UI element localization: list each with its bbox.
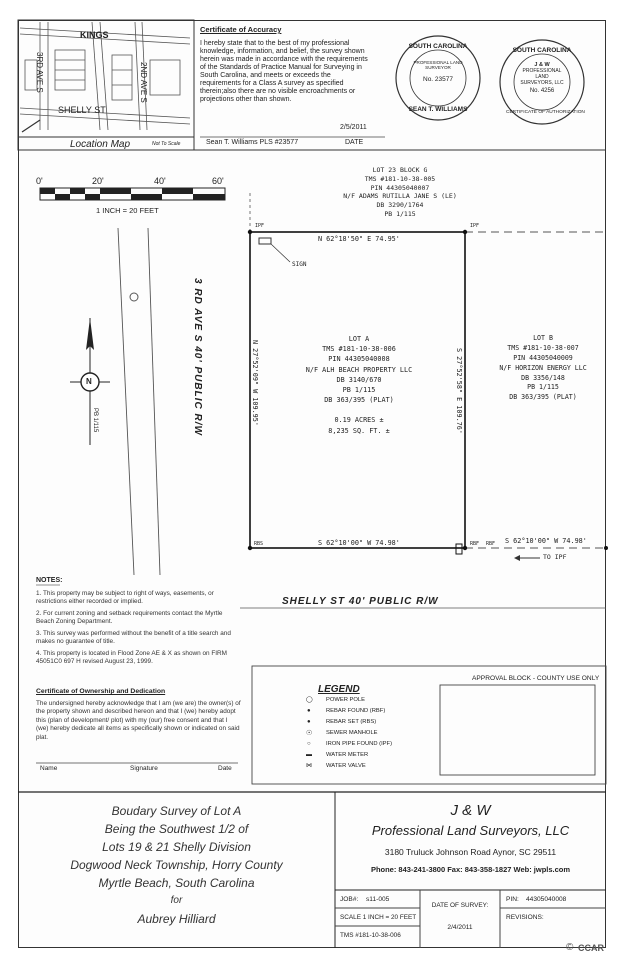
map-street-shelly: SHELLY ST	[58, 105, 106, 115]
survey-date-value: 2/4/2011	[447, 924, 473, 931]
scale-tick-0: 0'	[36, 176, 43, 186]
scale-tick-40: 40'	[154, 176, 166, 186]
ownership-title: Certificate of Ownership and Dedication	[36, 688, 166, 695]
bearing-west: N 27°52'09" W 109.95'	[251, 340, 259, 426]
pin-value: 44305040008	[526, 896, 567, 903]
note-3: 3. This survey was performed without the benefit of a title search and makes no guarantee of title.	[36, 630, 231, 646]
note-2: 2. For current zoning and setback requirements contact the Myrtle Beach Zoning Department.	[36, 610, 223, 626]
title-line-2: Being the Southwest 1/2 of	[104, 822, 249, 836]
to-ipf-label: TO IPF	[543, 553, 567, 561]
company-address: 3180 Truluck Johnson Road Aynor, SC 29511	[384, 847, 557, 857]
marker-rbf-se: RBF	[470, 541, 480, 547]
pin-label: PIN:	[506, 896, 519, 903]
bearing-east: S 27°52'58" E 109.76'	[455, 348, 463, 434]
scale-tick-20: 20'	[92, 176, 104, 186]
revisions-label: REVISIONS:	[506, 914, 544, 921]
approval-block-label: APPROVAL BLOCK - COUNTY USE ONLY	[472, 675, 600, 682]
lot-a-info: LOT A TMS #181-10-38-006 PIN 44305040008 N/F ALH BEACH PROPERTY LLC DB 3140/670 PB 1/115 DB 363/395 (PLAT) 0.19 ACRES ± 8,235 SQ. FT. ±	[270, 334, 448, 436]
ownership-date-label: Date	[218, 765, 232, 772]
scale-value: SCALE 1 INCH = 20 FEET	[340, 914, 417, 921]
job-label: JOB#:	[340, 896, 359, 903]
note-1: 1. This property may be subject to right of ways, easements, or restrictions either recorded or implied.	[36, 590, 214, 606]
marker-rbf-b: RBF	[486, 541, 496, 547]
marker-rbs-sw: RBS	[254, 541, 264, 547]
certificate-date-value: 2/5/2011	[340, 124, 367, 131]
rebar-set-icon: ●	[307, 719, 311, 725]
north-arrow-icon: N	[86, 377, 92, 386]
lot-a-acres: 0.19 ACRES ±	[334, 416, 384, 425]
water-valve-icon: ⋈	[306, 763, 312, 769]
notes-title: NOTES:	[36, 577, 63, 584]
company-name-full: Professional Land Surveyors, LLC	[371, 823, 570, 838]
survey-date-label: DATE OF SURVEY:	[431, 902, 489, 909]
copyright-icon: ©	[566, 942, 574, 953]
third-ave-label: 3 RD AVE S 40' PUBLIC R/W	[192, 278, 203, 436]
scale-caption: 1 INCH = 20 FEET	[96, 206, 159, 215]
tms-value: TMS #181-10-38-006	[340, 932, 401, 939]
company-name-short: J & W	[450, 802, 491, 819]
note-4: 4. This property is located in Flood Zone AE & X as shown on FIRM 45051C0 697 H revised August 23, 1999.	[36, 650, 227, 666]
sewer-manhole-icon: ☉	[306, 730, 313, 737]
bearing-south: S 62°10'00" W 74.98'	[318, 539, 400, 547]
power-pole-icon: ◯	[306, 697, 313, 703]
map-street-3rd-ave: 3RD AVE S	[35, 52, 44, 93]
water-meter-icon: ▬	[306, 752, 312, 758]
title-line-for: for	[170, 895, 183, 906]
title-line-4: Dogwood Neck Township, Horry County	[70, 858, 283, 872]
scale-tick-60: 60'	[212, 176, 224, 186]
map-street-2nd-ave: 2ND AVE S	[139, 62, 148, 103]
ownership-signature-label: Signature	[130, 765, 158, 772]
surveyor-signer: Sean T. Williams PLS #23577	[206, 139, 299, 146]
ownership-name-label: Name	[40, 765, 58, 772]
company-contact: Phone: 843-241-3800 Fax: 843-358-1827 Web: jwpls.com	[370, 865, 571, 874]
legend-title: LEGEND	[318, 684, 360, 695]
sign-label: SIGN	[292, 261, 307, 268]
company-block	[335, 798, 606, 890]
marker-ipf-nw: IPF	[255, 223, 265, 229]
title-client: Aubrey Hilliard	[137, 912, 216, 926]
bearing-south-lot-b: S 62°10'00" W 74.98'	[505, 537, 587, 545]
location-map-caption: Location Map	[70, 139, 131, 150]
title-block	[18, 800, 335, 940]
shelly-st-label: SHELLY ST 40' PUBLIC R/W	[282, 596, 439, 607]
title-line-5: Myrtle Beach, South Carolina	[98, 876, 255, 890]
ownership-body: The undersigned hereby acknowledge that I am (we are) the owner(s) of the property shown and described hereon and that I (we) hereby adopt this (plan of development/ plot) with my (our) free consent and that I (we) hereby dedicate all items as specifically shown or indicated on said plat.	[36, 700, 241, 741]
location-map-scale-note: Not To Scale	[152, 141, 181, 147]
lot-b-info: LOT B TMS #181-10-38-007 PIN 44305040009 N/F HORIZON ENERGY LLC DB 3356/148 PB 1/115 DB 363/395 (PLAT)	[499, 334, 587, 402]
certificate-date-label: DATE	[345, 139, 364, 146]
title-line-1: Boudary Survey of Lot A	[111, 804, 242, 818]
marker-ipf-ne: IPF	[470, 223, 480, 229]
bearing-north: N 62°18'50" E 74.95'	[318, 235, 400, 243]
north-reference: PB 1/115	[92, 408, 98, 433]
map-street-kings: KINGS	[80, 30, 109, 40]
lot-a-sqft: 8,235 SQ. FT. ±	[328, 426, 390, 435]
iron-pipe-icon: ○	[307, 741, 311, 747]
job-value: s11-005	[366, 896, 390, 903]
lot-23-info: LOT 23 BLOCK G TMS #181-10-38-005 PIN 44305040007 N/F ADAMS RUTILLA JANE S (LE) DB 3290/1764 PB 1/115	[343, 166, 457, 218]
rebar-found-icon: ●	[307, 708, 311, 714]
certificate-accuracy-title: Certificate of Accuracy	[200, 25, 282, 34]
ccar-watermark: © CCAR	[566, 942, 604, 953]
title-line-3: Lots 19 & 21 Shelly Division	[102, 840, 251, 854]
